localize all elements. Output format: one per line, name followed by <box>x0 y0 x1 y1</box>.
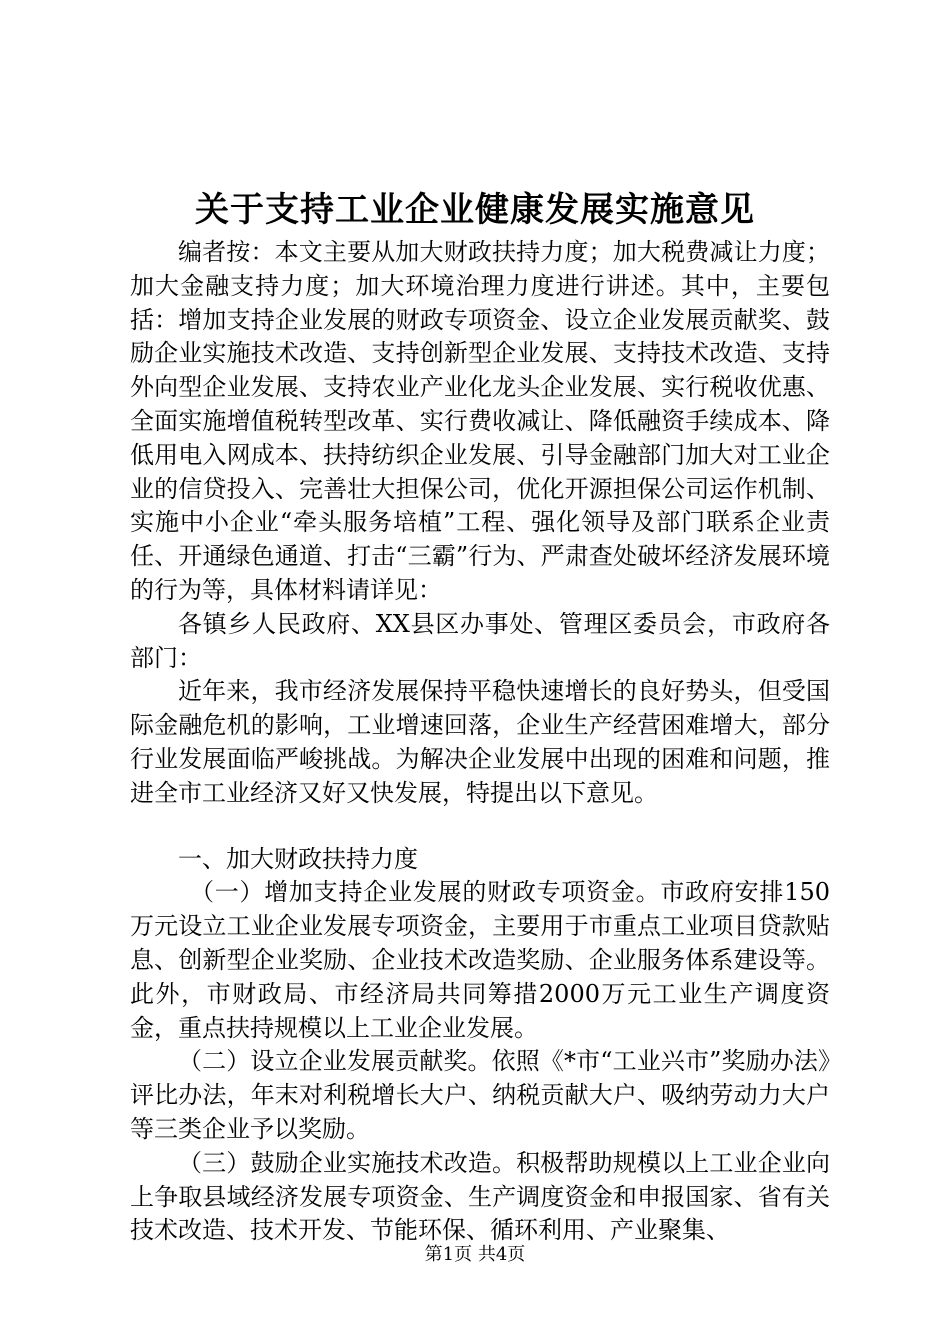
addressee-paragraph: 各镇乡人民政府、XX县区办事处、管理区委员会，市政府各部门： <box>130 609 830 672</box>
editor-note-paragraph: 编者按：本文主要从加大财政扶持力度；加大税费减让力度；加大金融支持力度；加大环境治理力度进行讲述。其中，主要包括：增加支持企业发展的财政专项资金、设立企业发展贡献奖、鼓励企业实施技术改造、支持创新型企业发展、支持技术改造、支持外向型企业发展、支持农业产业化龙头企业发展、实行税收优惠、全面实施增值税转型改革、实行费收减让、降低融资手续成本、降低用电入网成本、扶持纺织企业发展、引导金融部门加大对工业企业的信贷投入、完善壮大担保公司，优化开源担保公司运作机制、实施中小企业“牵头服务培植”工程、强化领导及部门联系企业责任、开通绿色通道、打击“三霸”行为、严肃查处破坏经济发展环境的行为等，具体材料请详见： <box>130 238 830 604</box>
page-footer: 第1页 共4页 <box>424 1244 526 1265</box>
intro-paragraph: 近年来，我市经济发展保持平稳快速增长的良好势头，但受国际金融危机的影响，工业增速回落，企业生产经营困难增大，部分行业发展面临严峻挑战。为解决企业发展中出现的困难和问题，推进全市工业经济又好又快发展，特提出以下意见。 <box>130 677 830 807</box>
document-body <box>130 236 830 1248</box>
section-heading: 一、加大财政扶持力度 <box>178 844 418 873</box>
item-paragraph: （二）设立企业发展贡献奖。依照《*市“工业兴市”奖励办法》评比办法，年末对利税增长大户、纳税贡献大户、吸纳劳动力大户等三类企业予以奖励。 <box>130 1047 830 1143</box>
document-title: 关于支持工业企业健康发展实施意见 <box>195 190 755 230</box>
item-paragraph: （一）增加支持企业发展的财政专项资金。市政府安排150万元设立工业企业发展专项资金，主要用于市重点工业项目贷款贴息、创新型企业奖励、企业技术改造奖励、企业服务体系建设等。此外，市财政局、市经济局共同筹措2000万元工业生产调度资金，重点扶持规模以上工业企业发展。 <box>130 878 830 1042</box>
item-paragraph: （三）鼓励企业实施技术改造。积极帮助规模以上工业企业向上争取县域经济发展专项资金、生产调度资金和申报国家、省有关技术改造、技术开发、节能环保、循环利用、产业聚集、 <box>130 1148 830 1245</box>
